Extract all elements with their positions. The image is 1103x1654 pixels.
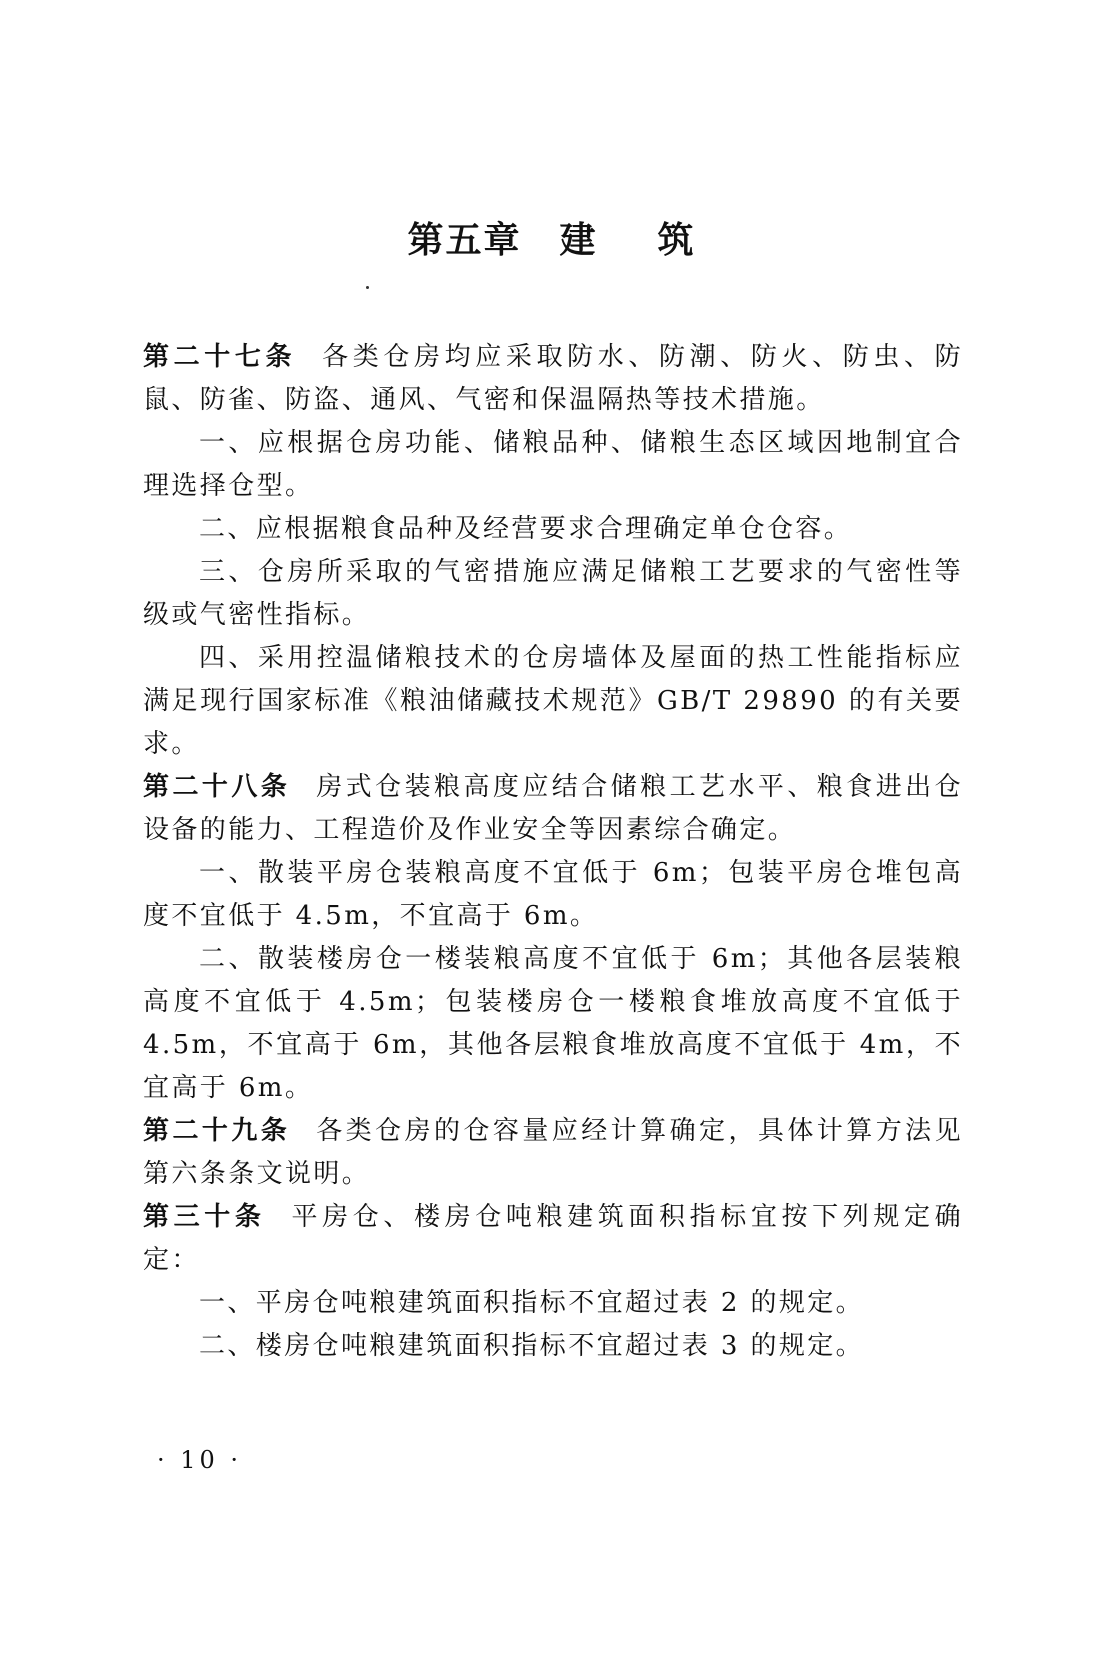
chapter-number: 第五章 [407,220,522,261]
article-text: 各类仓房的仓容量应经计算确定，具体计算方法见第六条条文说明。 [143,1116,963,1189]
article-item: 一、应根据仓房功能、储粮品种、储粮生态区域因地制宜合理选择仓型。 [143,428,963,501]
article-item: 三、仓房所采取的气密措施应满足储粮工艺要求的气密性等级或气密性指标。 [143,557,963,630]
scan-speck [366,286,369,289]
article-30 [143,1196,963,1282]
article-heading: 第三十条 [143,1202,266,1232]
article-heading: 第二十八条 [143,772,291,802]
article-item: 二、应根据粮食品种及经营要求合理确定单仓仓容。 [199,514,853,544]
article-text: 房式仓装粮高度应结合储粮工艺水平、粮食进出仓设备的能力、工程造价及作业安全等因素综合确定。 [143,772,963,845]
chapter-title-char-2: 筑 [657,220,696,261]
article-item: 四、采用控温储粮技术的仓房墙体及屋面的热工性能指标应满足现行国家标准《粮油储藏技术规范》GB/T 29890 的有关要求。 [143,643,963,759]
article-text: 各类仓房均应采取防水、防潮、防火、防虫、防鼠、防雀、防盗、通风、气密和保温隔热等技术措施。 [143,342,963,415]
article-27 [143,336,963,422]
article-28 [143,766,963,852]
article-text: 平房仓、楼房仓吨粮建筑面积指标宜按下列规定确定： [143,1202,963,1275]
article-heading: 第二十七条 [143,342,297,372]
chapter-title [0,212,1103,263]
article-item: 一、散装平房仓装粮高度不宜低于 6m；包装平房仓堆包高度不宜低于 4.5m，不宜高于 6m。 [143,858,963,931]
article-item: 二、散装楼房仓一楼装粮高度不宜低于 6m；其他各层装粮高度不宜低于 4.5m；包装楼房仓一楼粮食堆放高度不宜低于 4.5m，不宜高于 6m，其他各层粮食堆放高度不宜低于 4m，不宜高于 6m。 [143,944,963,1103]
chapter-title-char-1: 建 [559,220,598,261]
page-number: · 10 · [157,1446,243,1474]
chapter-body [143,336,963,1368]
article-item: 二、楼房仓吨粮建筑面积指标不宜超过表 3 的规定。 [199,1331,865,1361]
article-29 [143,1110,963,1196]
article-item: 一、平房仓吨粮建筑面积指标不宜超过表 2 的规定。 [199,1288,865,1318]
article-heading: 第二十九条 [143,1116,291,1146]
